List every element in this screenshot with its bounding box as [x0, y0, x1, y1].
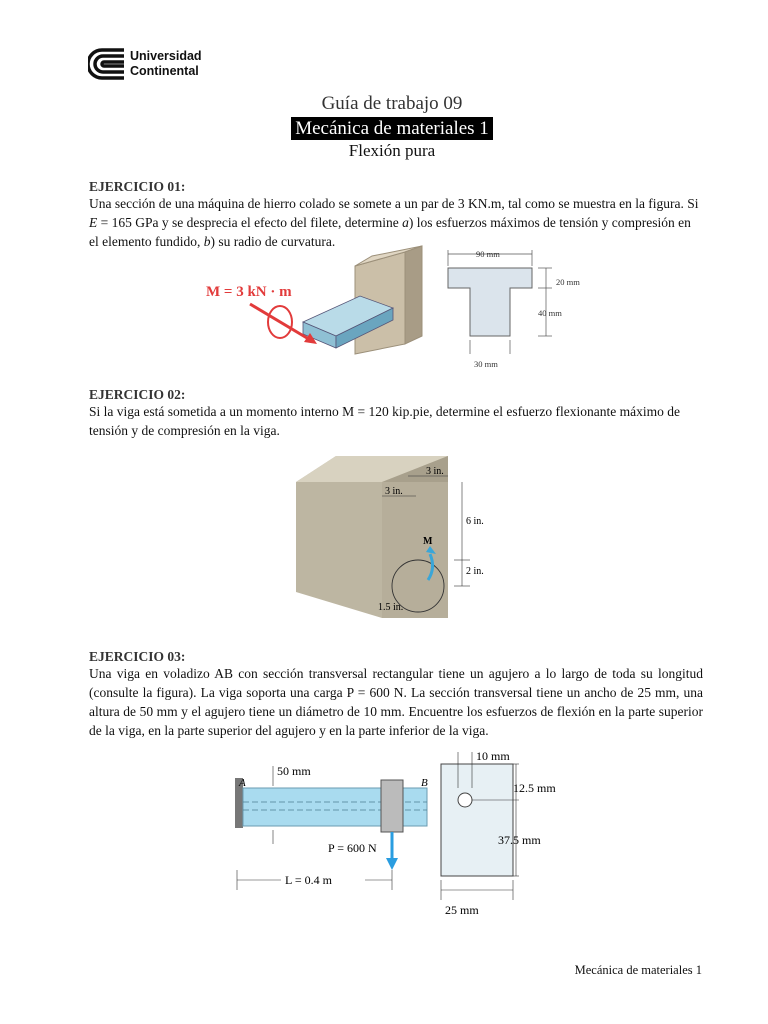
- dim-20: 20 mm: [556, 277, 580, 287]
- dim-2in: 2 in.: [466, 566, 484, 577]
- university-logo: [88, 44, 228, 84]
- page-footer: Mecánica de materiales 1: [574, 963, 702, 977]
- exercise-2-figure: [290, 452, 520, 622]
- course-title-wrap: [0, 117, 768, 140]
- logo-line1: Universidad: [130, 49, 202, 63]
- load-label: P = 600 N: [328, 841, 377, 855]
- logo-icon: [88, 44, 128, 84]
- label-a: A: [239, 777, 246, 789]
- exercise-1-heading: EJERCICIO 01:: [89, 179, 186, 194]
- dim-50mm: 50 mm: [277, 764, 311, 778]
- exercise-1-text: Una sección de una máquina de hierro colado se somete a un par de 3 KN.m, tal como se muestra en la figura. Si E = 165 GPa y se desprecia el efecto del filete, determine a) los esfuerzos máximos de tensión y compresión en el elemento fundido, b) su radio de curvatura.: [89, 196, 699, 249]
- dim-40: 40 mm: [538, 308, 562, 318]
- exercise-1-figure: [200, 244, 600, 374]
- exercise-3-figure: [225, 744, 585, 924]
- dim-10mm: 10 mm: [476, 749, 510, 763]
- dim-30: 30 mm: [474, 359, 498, 369]
- dim-3in-b: 3 in.: [385, 486, 403, 497]
- length-label: L = 0.4 m: [285, 873, 332, 887]
- logo-line2: Continental: [130, 64, 199, 78]
- dim-37-5mm: 37.5 mm: [498, 833, 541, 847]
- moment-label: M = 3 kN · m: [206, 284, 292, 300]
- load-clamp: [381, 780, 403, 832]
- moment-label: M: [423, 536, 433, 547]
- exercise-2-heading: EJERCICIO 02:: [89, 387, 186, 402]
- topic-title: Flexión pura: [348, 141, 436, 160]
- dim-90: 90 mm: [476, 249, 500, 259]
- dim-12-5mm: 12.5 mm: [513, 781, 556, 795]
- hole: [458, 793, 472, 807]
- logo-text: [130, 49, 202, 79]
- course-title: Mecánica de materiales 1: [291, 117, 493, 140]
- exercise-3-text: Una viga en voladizo AB con sección transversal rectangular tiene un agujero a lo largo de toda su longitud (consulte la figura). La viga soporta una carga P = 600 N. La sección transversal tiene un ancho de 25 mm, una altura de 50 mm y el agujero tiene un diámetro de 10 mm. Encuentre los esfuerzos de flexión en la parte superior de la viga, en la parte superior del agujero y en la parte inferior de la viga.: [89, 666, 703, 738]
- cross-section: [441, 764, 513, 876]
- dim-6in: 6 in.: [466, 516, 484, 527]
- dim-25mm: 25 mm: [445, 903, 479, 917]
- dim-radius: 1.5 in.: [378, 602, 404, 613]
- label-b: B: [421, 777, 428, 789]
- wall-side: [405, 246, 422, 344]
- exercise-3-heading: EJERCICIO 03:: [89, 649, 186, 664]
- dim-3in-a: 3 in.: [426, 466, 444, 477]
- guide-title: Guía de trabajo 09: [321, 93, 463, 114]
- exercise-2-text: Si la viga está sometida a un momento interno M = 120 kip.pie, determine el esfuerzo flexionante máximo de tensión y de compresión en la viga.: [89, 404, 680, 438]
- block-front: [382, 482, 448, 618]
- load-arrow-head: [386, 858, 398, 870]
- t-section: [448, 268, 532, 336]
